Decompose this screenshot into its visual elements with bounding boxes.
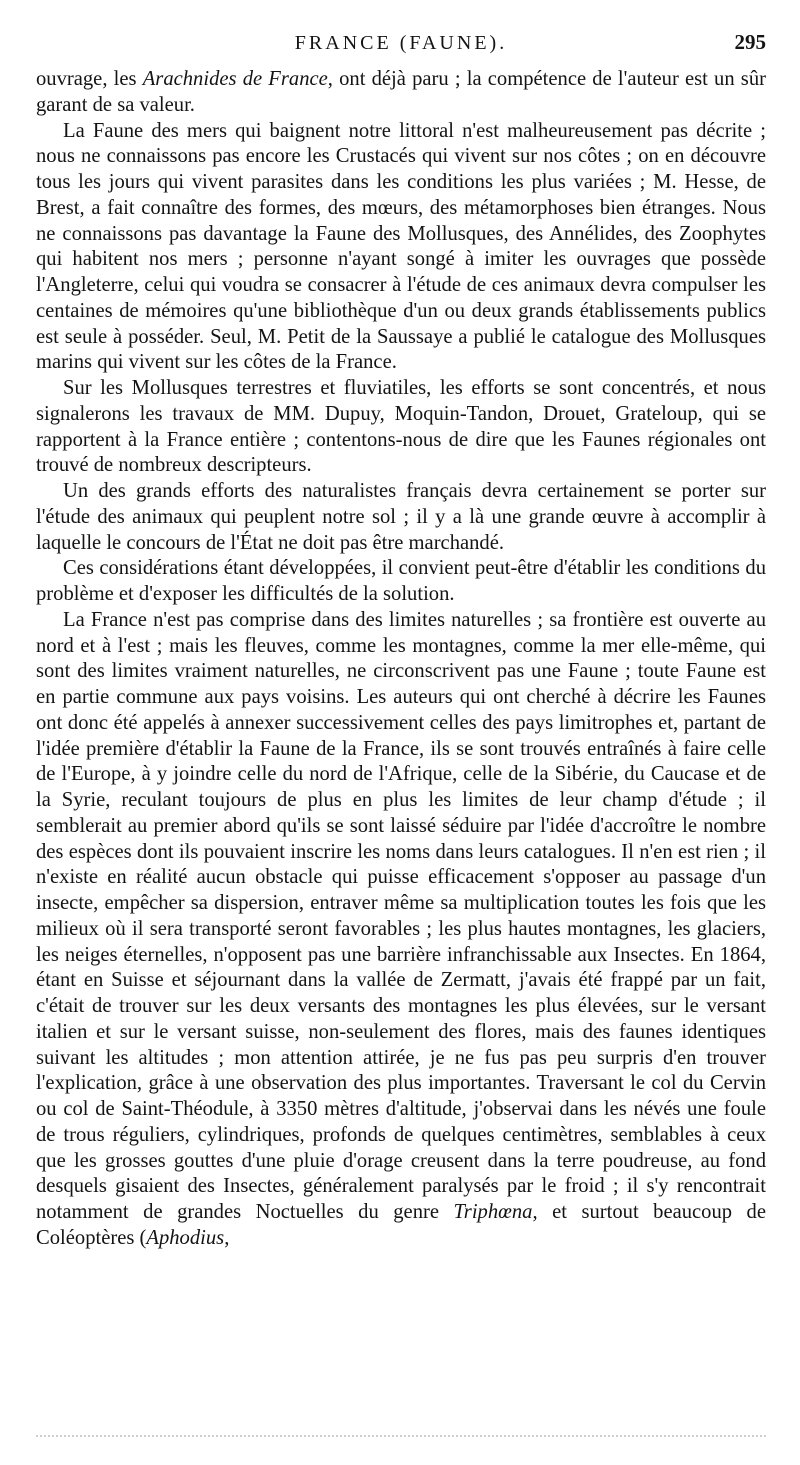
page-header — [36, 30, 766, 60]
running-title: FRANCE (FAUNE). — [294, 32, 508, 54]
body-text — [36, 67, 766, 1252]
paragraph-2: La Faune des mers qui baignent notre littoral n'est malheureusement pas décrite ; nous ne connaissons pas encore les Crustacés qui vivent sur nos côtes ; on en découvre tous les jours qui vivent parasites dans les conditions les plus variées ; M. Hesse, de Brest, a fait connaître des formes, des mœurs, des métamorphoses bien étranges. Nous ne connaissons pas davantage la Faune des Mollusques, des Annélides, des Zoophytes qui habitent nos mers ; personne n'ayant songé à imiter les ouvrages que possède l'Angleterre, celui qui voudra se consacrer à l'étude de ces animaux devra compulser les centaines de mémoires qu'une bibliothèque d'un ou deux grands établissements publics est seule à posséder. Seul, M. Petit de la Saussaye a publié le catalogue des Mollusques marins qui vivent sur les côtes de la France. — [36, 119, 766, 374]
paragraph-6 — [36, 608, 766, 1252]
paragraph-3: Sur les Mollusques terrestres et fluviatiles, les efforts se sont concentrés, et nous signalerons les travaux de MM. Dupuy, Moquin-Tandon, Drouet, Grateloup, qui se rapportent à la France entière ; contentons-nous de dire que les Faunes régionales ont trouvé de nombreux descripteurs. — [36, 377, 766, 477]
paragraph-6-start: La France n'est pas comprise dans des limites naturelles ; sa frontière est ouverte au nord et à l'est ; mais les fleuves, comme les montagnes, comme la mer elle-même, qui sont des limites vraiment naturelles, ne circonscrivent pas une Faune ; toute Faune est en partie commune aux pays voisins. Les auteurs qui ont cherché à décrire les Faunes ont donc été appelés à annexer successivement celles des pays limitrophes et, partant de l'idée première d'établir la Faune de la France, ils se sont trouvés entraînés à faire celle de l'Europe, à y joindre celle du nord de l'Afrique, celle de la Sibérie, du Caucase et de la Syrie, reculant toujours de plus en plus les limites de leur champ d'étude ; il semblerait au premier abord qu'ils se sont laissé séduire par l'idée d'accroître le nombre des espèces dont ils pouvaient inscrire les noms dans leurs catalogues. Il n'en est rien ; il n'existe en réalité aucun obstacle qui puisse efficacement s'opposer au passage d'un insecte, empêcher sa dispersion, entraver même sa multiplication toutes les fois que les milieux où il sera transporté seront favorables ; les plus hautes montagnes, les glaciers, les neiges éternelles, n'opposent pas une barrière infranchissable aux Insectes. En 1864, étant en Suisse et séjournant dans la vallée de Zermatt, j'avais été frappé par un fait, c'était de trouver sur les deux versants des montagnes les plus élevées, sur le versant italien et sur le versant suisse, non-seulement des flores, mais des faunes identiques suivant les altitudes ; mon attention attirée, je ne fus pas peu surpris d'en trouver l'explication, grâce à une observation des plus importantes. Traversant le col du Cervin ou col de Saint-Théodule, à 3350 mètres d'altitude, j'observai dans les névés une foule de trous réguliers, cylindriques, profonds de quelques centimètres, semblables à ceux que les grosses gouttes d'une pluie d'orage creusent dans la terre poudreuse, au fond desquels gisaient des Insectes, généralement paralysés par le froid ; il s'y rencontrait notamment de grandes Noctuelles du genre — [36, 608, 766, 1223]
paragraph-1 — [36, 67, 766, 119]
paragraph-1-start: ouvrage, les — [36, 68, 143, 90]
paragraph-6-end: , — [224, 1226, 230, 1249]
faint-footer-line — [36, 1435, 766, 1439]
paragraph-4: Un des grands efforts des naturalistes français devra certainement se porter sur l'étude des animaux qui peuplent notre sol ; il y a là une grande œuvre à accomplir à laquelle le concours de l'État ne doit pas être marchandé. — [36, 480, 766, 554]
paragraph-1-end: , ont déjà paru ; la compétence de l'auteur est un sûr garant de sa valeur. — [36, 68, 766, 116]
page-number: 295 — [734, 30, 766, 54]
book-title-arachnides: Arachnides de France — [142, 68, 328, 90]
paragraph-5: Ces considérations étant développées, il convient peut-être d'établir les conditions du problème et d'exposer les difficultés de la solution. — [36, 557, 766, 605]
paragraph-6-mid: , et surtout beaucoup de Coléoptères ( — [36, 1201, 766, 1249]
genus-aphodius: Aphodius — [146, 1226, 225, 1249]
genus-triphaena: Triphœna — [453, 1201, 533, 1223]
